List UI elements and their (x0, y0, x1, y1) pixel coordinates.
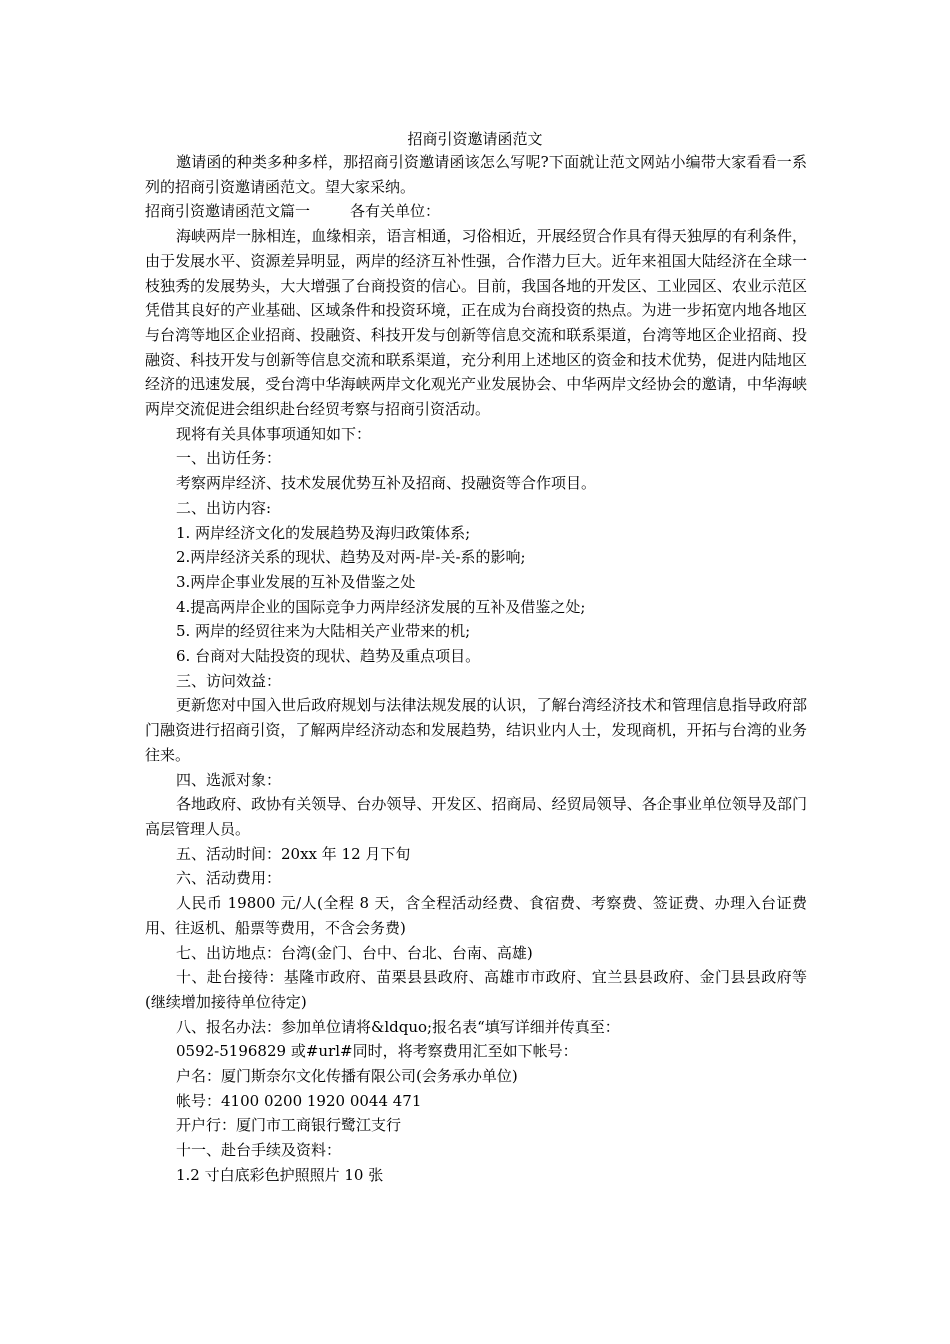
section-heading: 招商引资邀请函范文篇一 (145, 202, 311, 221)
list-item: 1. 两岸经济文化的发展趋势及海归政策体系; (176, 523, 471, 542)
registration-line: 十一、赴台手续及资料： (176, 1141, 342, 1160)
registration-line: 0592-5196829 或#url#同时，将考察费用汇至如下帐号： (176, 1042, 578, 1061)
list-item: 二、出访内容: (176, 498, 272, 517)
reception-paragraph: 十、赴台接待：基隆市政府、苗栗县县政府、高雄市市政府、宜兰县县政府、金门县县政府等(继续增加接待单位待定) (145, 968, 807, 1011)
document-title: 招商引资邀请函范文 (407, 130, 543, 148)
list-item: 一、出访任务： (176, 449, 282, 468)
registration-line: 户名：厦门斯奈尔文化传播有限公司(会务承办单位) (176, 1067, 518, 1086)
registration-line: 开户行：厦门市工商银行鹭江支行 (176, 1116, 402, 1135)
place-line: 七、出访地点：台湾(金门、台中、台北、台南、高雄) (176, 943, 533, 962)
list-item: 5. 两岸的经贸往来为大陆相关产业带来的机; (176, 622, 471, 641)
notice-intro: 现将有关具体事项通知如下： (176, 424, 372, 443)
registration-line: 八、报名办法：参加单位请将&ldquo;报名表“填写详细并传真至： (176, 1017, 620, 1036)
list-item: 3.两岸企事业发展的互补及借鉴之处 (176, 572, 416, 591)
list-item: 2.两岸经济关系的现状、趋势及对两-岸-关-系的影响; (176, 548, 526, 567)
registration-line: 帐号：4100 0200 1920 0044 471 (176, 1091, 422, 1110)
selection-heading: 四、选派对象： (176, 770, 282, 789)
background-paragraph: 海峡两岸一脉相连，血缘相亲，语言相通，习俗相近，开展经贸合作具有得天独厚的有利条件，由于发展水平、资源差异明显，两岸的经济互补性强，合作潜力巨大。近年来祖国大陆经济在全球一枝独秀的发展势头，大大增强了台商投资的信心。目前，我国各地的开发区、工业园区、农业示范区凭借其良好的产业基础、区域条件和投资环境，正在成为台商投资的热点。为进一步拓宽内地各地区与台湾等地区企业招商、投融资、科技开发与创新等信息交流和联系渠道，台湾等地区企业招商、投融资、科技开发与创新等信息交流和联系渠道，充分利用上述地区的资金和技术优势，促进内陆地区经济的迅速发展，受台湾中华海峡两岸文化观光产业发展协会、中华两岸文经协会的邀请，中华海峡两岸交流促进会组织赴台经贸考察与招商引资活动。 (145, 227, 807, 419)
fee-heading: 六、活动费用： (176, 869, 282, 888)
list-item: 三、访问效益： (176, 671, 282, 690)
benefit-paragraph: 更新您对中国入世后政府规划与法律法规发展的认识，了解台湾经济技术和管理信息指导政府部门融资进行招商引资，了解两岸经济动态和发展趋势，结识业内人士，发现商机，开拓与台湾的业务往来。 (145, 696, 807, 764)
section-heading-line (145, 199, 807, 224)
list-item: 考察两岸经济、技术发展优势互补及招商、投融资等合作项目。 (176, 474, 597, 493)
time-line: 五、活动时间：20xx 年 12 月下旬 (176, 844, 411, 863)
list-item: 4.提高两岸企业的国际竞争力两岸经济发展的互补及借鉴之处; (176, 597, 586, 616)
intro-paragraph: 邀请函的种类多种多样，那招商引资邀请函该怎么写呢?下面就让范文网站小编带大家看看一系列的招商引资邀请函范文。望大家采纳。 (145, 153, 807, 196)
document-body (145, 150, 807, 1188)
fee-paragraph: 人民币 19800 元/人(全程 8 天，含全程活动经费、食宿费、考察费、签证费、办理入台证费用、往返机、船票等费用，不含会务费) (145, 894, 807, 937)
registration-line: 1.2 寸白底彩色护照照片 10 张 (176, 1165, 384, 1184)
salutation: 各有关单位： (350, 202, 441, 221)
selection-paragraph: 各地政府、政协有关领导、台办领导、开发区、招商局、经贸局领导、各企事业单位领导及部门高层管理人员。 (145, 795, 807, 838)
list-item: 6. 台商对大陆投资的现状、趋势及重点项目。 (176, 647, 481, 666)
